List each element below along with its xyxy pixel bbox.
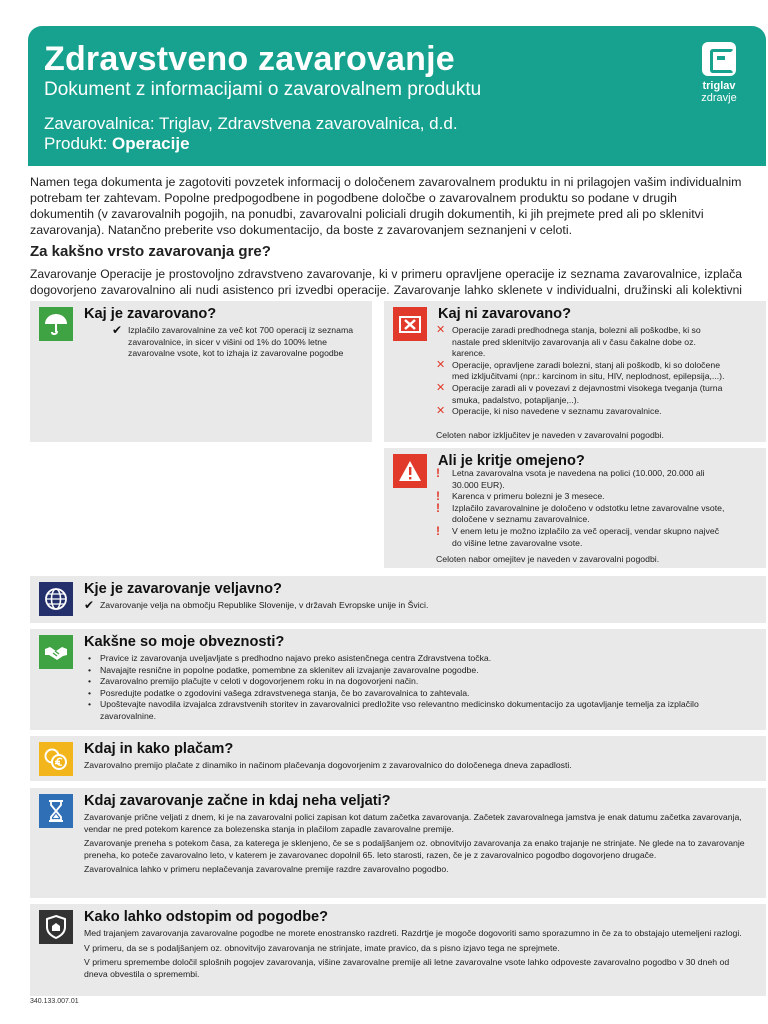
limits-list: [436, 468, 726, 549]
limits-item: ! Letna zavarovalna vsota je navedena na polici (10.000, 20.000 ali 30.000 EUR).: [436, 466, 705, 490]
limits-item: ! Karenca v primeru bolezni je 3 mesece.: [436, 489, 605, 504]
cancel-paragraph: V primeru, da se s podaljšanjem oz. obnovitvijo zavarovanja ne strinjate, imate pravico, da s pisno izjavo tega ne sprejmete.: [84, 942, 560, 953]
insured-box: [30, 301, 372, 442]
cancel-heading: Kako lahko odstopim od pogodbe?: [84, 909, 329, 925]
period-text: [84, 812, 754, 879]
payment-heading: Kdaj in kako plačam?: [84, 741, 234, 757]
not-insured-box: [384, 301, 766, 442]
triglav-logo: [694, 42, 744, 104]
product-name: Operacije: [112, 134, 190, 153]
hourglass-icon: [39, 794, 73, 828]
not-insured-item: ✕ Operacije zaradi predhodnega stanja, bolezni ali poškodbe, ki so nastale pred sklenitvijo zavarovanja ali v času čakalne dobe oz. karence.: [436, 324, 701, 359]
cancel-text: [84, 928, 754, 983]
cancel-box: [30, 904, 766, 996]
period-box: [30, 788, 766, 898]
validity-list: [84, 600, 744, 612]
cross-icon: [393, 307, 427, 341]
document-subtitle: Dokument z informacijami o zavarovalnem produktu: [44, 79, 482, 100]
insured-heading: Kaj je zavarovano?: [84, 306, 217, 322]
shield-icon: [39, 910, 73, 944]
kind-paragraph: Zavarovanje Operacije je prostovoljno zdravstveno zavarovanje, ki v primeru opravljene operacije iz seznama zavarovalnice, izplača dogovorjeno zavarovalnino ali nudi asistenco pri izvedbi operacije. Zavarovanje lahko sklenete v individualni, družinski ali kolektivni: [30, 267, 742, 297]
exclamation-icon: !: [436, 466, 440, 480]
document-header: [28, 26, 766, 166]
not-insured-item: ✕ Operacije, ki niso navedene v seznamu zavarovalnice.: [436, 405, 662, 418]
insured-item: ✔ Izplačilo zavarovalnine za več kot 700 operacij iz seznama zavarovalnice, in sicer v višini od 1% do 100% letne zavarovalne vsote, kot to izhaja iz zavarovalne pogodbe: [112, 323, 354, 359]
logo-text-triglav: triglav: [702, 80, 736, 92]
not-insured-heading: Kaj ni zavarovano?: [438, 306, 572, 322]
check-icon: ✔: [112, 323, 123, 337]
limits-item: ! V enem letu je možno izplačilo za več operacij, vendar skupno največ do višine letne zavarovalne vsote.: [436, 523, 720, 548]
cancel-paragraph: Med trajanjem zavarovanja zavarovalne pogodbe ne morete enostransko razdreti. Razdrtje je mogoče dogovoriti samo sporazumno in če za to obstajajo utemeljeni razlogi.: [84, 928, 742, 938]
not-insured-item: ✕ Operacije, opravljene zaradi bolezni, stanj ali poškodb, ki so določene med izključitvami (npr.: karcinom in situ, HIV, neplodnost, epilepsija,...).: [436, 358, 725, 382]
document-title: Zdravstveno zavarovanje: [44, 40, 455, 78]
logo-mark-icon: [702, 42, 736, 76]
x-mark-icon: ✕: [436, 358, 446, 371]
validity-heading: Kje je zavarovanje veljavno?: [84, 581, 282, 597]
umbrella-icon: [39, 307, 73, 341]
insurer-line: Zavarovalnica: Triglav, Zdravstvena zavarovalnica, d.d.: [44, 114, 458, 133]
exclamation-icon: !: [436, 500, 440, 515]
warning-icon: [393, 454, 427, 488]
limits-box: [384, 448, 766, 568]
payment-box: [30, 736, 766, 781]
obligations-list: [88, 653, 728, 723]
logo-text-zdravje: zdravje: [701, 92, 737, 104]
not-insured-list: [436, 325, 726, 418]
not-insured-footer: Celoten nabor izključitev je naveden v zavarovalni pogodbi.: [436, 430, 664, 440]
obligations-box: [30, 629, 766, 730]
product-line: [44, 134, 190, 154]
obligations-item: • Navajajte resnične in popolne podatke, pomembne za sklenitev ali izvajanje zavarovalne pogodbe.: [88, 665, 728, 677]
obligations-item: • Upoštevajte navodila izvajalca zdravstvenih storitev in zavarovalnici predložite vso relevantno medicinsko dokumentacijo za ugotavljanje temelja za izplačilo zavarovalnine.: [88, 699, 728, 722]
document-code: 340.133.007.01: [30, 998, 79, 1005]
product-label: Produkt:: [44, 134, 113, 153]
handshake-icon: [39, 635, 73, 669]
x-mark-icon: ✕: [436, 381, 446, 394]
insured-list: [112, 325, 364, 360]
period-paragraph: Zavarovanje prične veljati z dnem, ki je na zavarovalni polici zapisan kot datum začetka zavarovanja. Začetek zavarovalnega jamstva je enak datumu začetka zavarovanja, vendar ne pred potekom karence za bolezenska stanja in plačilom zapadle zavarovalne premije.: [84, 812, 742, 834]
period-paragraph: Zavarovalnica lahko v primeru neplačevanja zavarovalne premije razdre zavarovalno pogodbo.: [84, 864, 449, 875]
limits-footer: Celoten nabor omejitev je naveden v zavarovalni pogodbi.: [436, 554, 660, 564]
x-mark-icon: ✕: [436, 405, 446, 418]
limits-item: ! Izplačilo zavarovalnine je določeno v odstotku letne zavarovalne vsote, določene v seznamu zavarovalnice.: [436, 500, 725, 525]
exclamation-icon: !: [436, 489, 440, 504]
kind-heading: Za kakšno vrsto zavarovanja gre?: [30, 243, 271, 260]
exclamation-icon: !: [436, 523, 440, 538]
period-heading: Kdaj zavarovanje začne in kdaj neha veljati?: [84, 793, 391, 809]
cancel-paragraph: V primeru spremembe določil splošnih pogojev zavarovanja, višine zavarovalne premije ali letne zavarovalne vsote lahko odpoveste zavarovalno pogodbo v 30 dneh od dneva obvestila o spremembi.: [84, 957, 730, 979]
obligations-heading: Kakšne so moje obveznosti?: [84, 634, 285, 650]
intro-paragraph: Namen tega dokumenta je zagotoviti povzetek informacij o določenem zavarovalnem produktu in ni prilagojen vašim individualnim potrebam ter zahtevam. Popolne predpogodbene in pogodbene določbe o zavarovalnem produktu so podane v drugih dokumentih (v zavarovalnih pogojih, na ponudbi, zavarovalni policiali drugih dokumentih, ki jih prejmete pred ali po sklenitvi zavarovanja). Natančno preberite vso dokumentacijo, da boste z zavarovanjem seznanjeni v celoti.: [30, 175, 742, 237]
x-mark-icon: ✕: [436, 324, 446, 336]
not-insured-item: ✕ Operacije zaradi ali v povezavi z dejavnostmi visokega tveganja (turna smuka, padalstvo, potapljanje,..).: [436, 381, 723, 405]
validity-box: [30, 576, 766, 623]
obligations-item: • Posredujte podatke o zgodovini vašega zdravstvenega stanja, če bo zavarovalnica to zahtevala.: [88, 688, 728, 700]
limits-heading: Ali je kritje omejeno?: [438, 453, 585, 469]
obligations-item: • Zavarovalno premijo plačujte v celoti v dogovorjenem roku in na dogovorjeni način.: [88, 676, 728, 688]
obligations-item: • Pravice iz zavarovanja uveljavljate s predhodno najavo preko asistenčnega centra Zdravstvena točka.: [88, 653, 728, 665]
validity-item: ✔ Zavarovanje velja na območju Republike Slovenije, v državah Evropske unije in Švici.: [84, 598, 429, 612]
payment-text: Zavarovalno premijo plačate z dinamiko in načinom plačevanja dogovorjenim z zavarovalnico do določenega dneva zapadlosti.: [84, 760, 572, 770]
check-icon: ✔: [84, 598, 95, 612]
globe-icon: [39, 582, 73, 616]
period-paragraph: Zavarovanje preneha s potekom časa, za katerega je sklenjeno, če se s podaljšanjem oz. obnovitvijo zavarovanja za enako trajanje ne strinjate. Ne glede na to zavarovanje preneha, ko poteče zavarovalno leto, v katerem je zavarovanec dopolnil 65. leto starosti, razen, če je z zavarovalnico pogodbo dogovorjeno drugače.: [84, 838, 745, 860]
coins-icon: [39, 742, 73, 776]
